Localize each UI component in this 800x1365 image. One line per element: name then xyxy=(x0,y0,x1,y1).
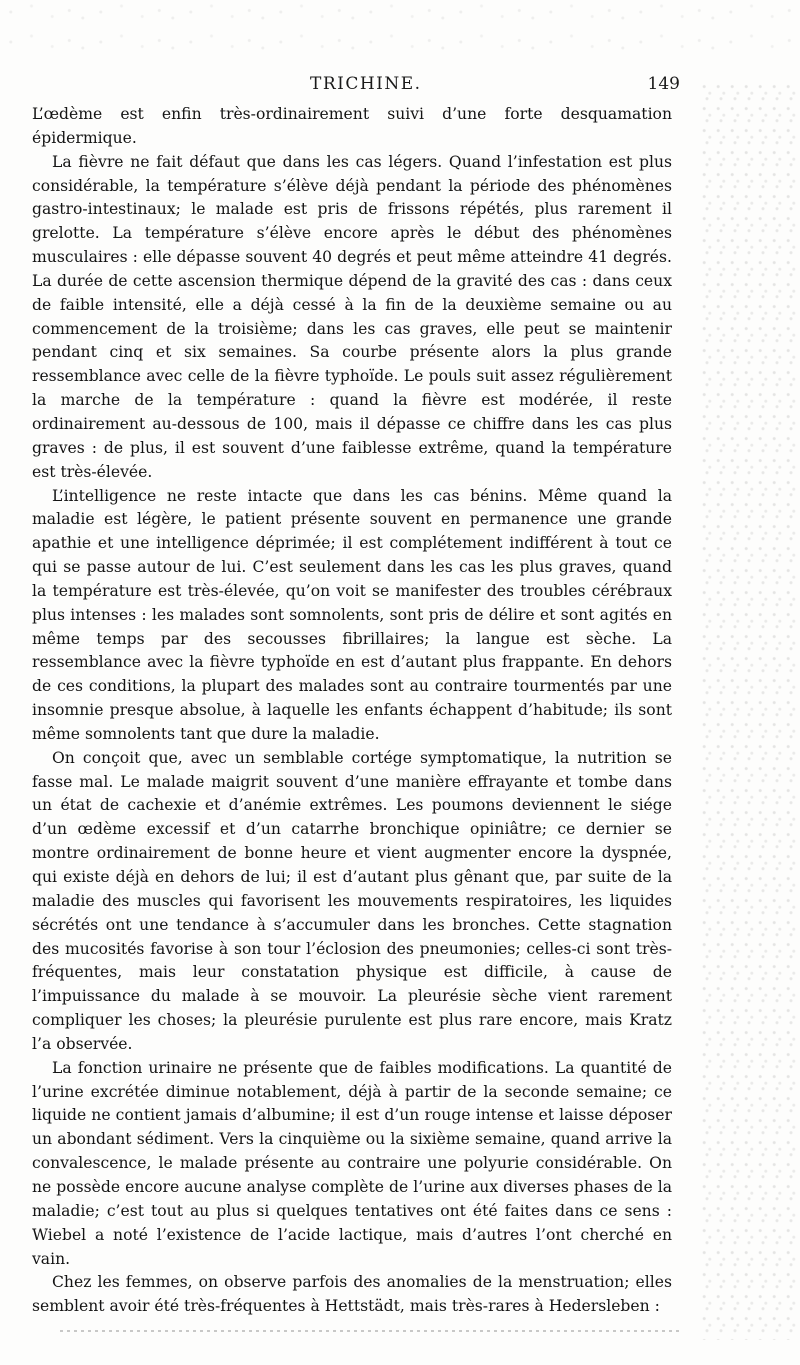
scan-edge-noise xyxy=(700,80,800,1340)
body-text xyxy=(32,103,672,1319)
paragraph: On conçoit que, avec un semblable cortége symptomatique, la nutrition se fasse mal. Le malade maigrit souvent d’une manière effrayante et tombe dans un état de cachexie et d’anémie extrêmes. Les poumons deviennent le siége d’un œdème excessif et d’un catarrhe bronchique opiniâtre; ce dernier se montre ordinairement de bonne heure et vient augmenter encore la dyspnée, qui existe déjà en dehors de lui; il est d’autant plus gênant que, par suite de la maladie des muscles qui favorisent les mouvements respiratoires, les liquides sécrétés ont une tendance à s’accumuler dans les bronches. Cette stagnation des mucosités favorise à son tour l’éclosion des pneumonies; celles-ci sont très-fréquentes, mais leur constatation physique est difficile, à cause de l’impuissance du malade à se mouvoir. La pleurésie sèche vient rarement compliquer les choses; la pleurésie purulente est plus rare encore, mais Kratz l’a observée. xyxy=(32,748,672,1053)
paragraph: La fièvre ne fait défaut que dans les cas légers. Quand l’infestation est plus considérable, la température s’élève déjà pendant la période des phénomènes gastro-intestinaux; le malade est pris de frissons répétés, plus rarement il grelotte. La température s’élève encore après le début des phénomènes musculaires : elle dépasse souvent 40 degrés et peut même atteindre 41 degrés. La durée de cette ascension thermique dépend de la gravité des cas : dans ceux de faible intensité, elle a déjà cessé à la fin de la deuxième semaine ou au commencement de la troisième; dans les cas graves, elle peut se maintenir pendant cinq et six semaines. Sa courbe présente alors la plus grande ressemblance avec celle de la fièvre typhoïde. Le pouls suit assez régulièrement la marche de la température : quand la fièvre est modérée, il reste ordinairement au-dessous de 100, mais il dépasse ce chiffre dans les cas plus graves : de plus, il est souvent d’une faiblesse extrême, quand la température est très-élevée. xyxy=(32,152,672,481)
paragraph: Chez les femmes, on observe parfois des anomalies de la menstruation; elles semblent avoir été très-fréquentes à Hettstädt, mais très-rares à Hedersleben : xyxy=(32,1273,672,1316)
paragraph: L’œdème est enfin très-ordinairement suivi d’une forte desquamation épidermique. xyxy=(32,105,672,147)
paragraph: La fonction urinaire ne présente que de faibles modifications. La quantité de l’urine excrétée diminue notablement, déjà à partir de la seconde semaine; ce liquide ne contient jamais d’albumine; il est d’un rouge intense et laisse déposer un abondant sédiment. Vers la cinquième ou la sixième semaine, quand arrive la convalescence, le malade présente au contraire une polyurie considérable. On ne possède encore aucune analyse complète de l’urine aux diverses phases de la maladie; c’est tout au plus si quelques tentatives ont été faites dans ce sens : Wiebel a noté l’existence de l’acide lactique, mais d’autres l’ont cherché en vain. xyxy=(32,1058,672,1268)
page-number: 149 xyxy=(647,74,680,94)
scan-bottom-rule xyxy=(60,1330,680,1332)
running-header xyxy=(30,72,680,100)
paragraph: L’intelligence ne reste intacte que dans les cas bénins. Même quand la maladie est légère, le patient présente souvent en permanence une grande apathie et une intelligence déprimée; il est complétement indifférent à tout ce qui se passe autour de lui. C’est seulement dans les cas les plus graves, quand la température est très-élevée, qu’on voit se manifester des troubles cérébraux plus intenses : les malades sont somnolents, sont pris de délire et sont agités en même temps par des secousses fibrillaires; la langue est sèche. La ressemblance avec la fièvre typhoïde en est d’autant plus frappante. En dehors de ces conditions, la plupart des malades sont au contraire tourmentés par une insomnie presque absolue, à laquelle les enfants échappent d’habitude; ils sont même somnolents tant que dure la maladie. xyxy=(32,486,672,743)
running-title: TRICHINE. xyxy=(310,74,422,94)
scan-speckle xyxy=(0,0,800,60)
